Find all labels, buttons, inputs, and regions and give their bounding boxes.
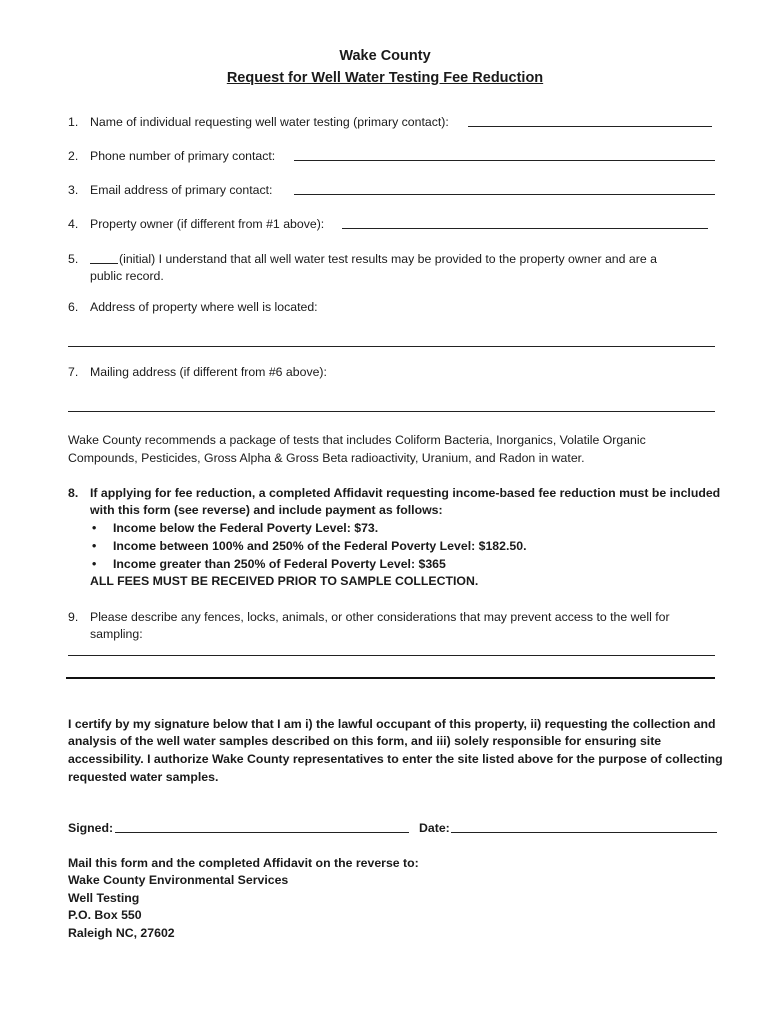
q3-number: 3. [68, 183, 79, 197]
mail-line2: Well Testing [68, 891, 140, 905]
q9-input-line[interactable] [68, 655, 715, 656]
q5-text-line1: (initial) I understand that all well water test results may be provided to the property owner and are a [119, 252, 657, 266]
q9-line1: Please describe any fences, locks, animals, or other considerations that may prevent access to the well for [90, 610, 670, 624]
q1-label: Name of individual requesting well water testing (primary contact): [90, 115, 449, 129]
mail-line1: Wake County Environmental Services [68, 873, 289, 887]
q4-number: 4. [68, 217, 79, 231]
fees-line1: If applying for fee reduction, a completed Affidavit requesting income-based fee reduction must be included [90, 486, 721, 500]
fee-bullet-1: Income below the Federal Poverty Level: $73. [113, 521, 379, 535]
q1-input-line[interactable] [468, 126, 712, 127]
q2-input-line[interactable] [294, 160, 715, 161]
mail-line3: P.O. Box 550 [68, 908, 142, 922]
q9-line2: sampling: [90, 627, 143, 641]
q9-number: 9. [68, 610, 79, 624]
section-divider [66, 677, 715, 679]
county-heading: Wake County [339, 48, 431, 64]
q8-number: 8. [68, 486, 79, 500]
q5-number: 5. [68, 252, 79, 266]
fee-bullet-3: Income greater than 250% of Federal Poverty Level: $365 [113, 557, 446, 571]
q2-label: Phone number of primary contact: [90, 149, 276, 163]
fees-notice: ALL FEES MUST BE RECEIVED PRIOR TO SAMPLE COLLECTION. [90, 574, 479, 588]
q3-label: Email address of primary contact: [90, 183, 273, 197]
q3-input-line[interactable] [294, 194, 715, 195]
bullet-icon: • [92, 521, 97, 535]
date-input-line[interactable] [451, 832, 717, 833]
recommend-line1: Wake County recommends a package of tests that includes Coliform Bacteria, Inorganics, Volatile Organic [68, 433, 646, 447]
q7-label: Mailing address (if different from #6 above): [90, 365, 327, 379]
fee-bullet-2: Income between 100% and 250% of the Federal Poverty Level: $182.50. [113, 539, 527, 553]
mail-intro: Mail this form and the completed Affidavit on the reverse to: [68, 856, 419, 870]
q6-input-line[interactable] [68, 346, 715, 347]
q1-number: 1. [68, 115, 79, 129]
q2-number: 2. [68, 149, 79, 163]
q6-label: Address of property where well is located: [90, 300, 318, 314]
certify-line1: I certify by my signature below that I am i) the lawful occupant of this property, ii) requesting the collection and [68, 717, 716, 731]
date-label: Date: [419, 821, 450, 835]
page-title: Request for Well Water Testing Fee Reduction [226, 70, 544, 86]
signed-label: Signed: [68, 821, 114, 835]
q5-initial-line[interactable] [90, 263, 118, 264]
certify-line3: accessibility. I authorize Wake County representatives to enter the site listed above for the purpose of collecting [68, 752, 723, 766]
mail-line4: Raleigh NC, 27602 [68, 926, 175, 940]
q6-number: 6. [68, 300, 79, 314]
bullet-icon: • [92, 557, 97, 571]
q4-input-line[interactable] [342, 228, 708, 229]
bullet-icon: • [92, 539, 97, 553]
signature-input-line[interactable] [115, 832, 409, 833]
q5-text-line2: public record. [90, 269, 164, 283]
certify-line4: requested water samples. [68, 770, 219, 784]
q4-label: Property owner (if different from #1 above): [90, 217, 325, 231]
fees-line2: with this form (see reverse) and include payment as follows: [90, 503, 443, 517]
q7-input-line[interactable] [68, 411, 715, 412]
certify-line2: analysis of the well water samples described on this form, and iii) solely responsible for ensuring site [68, 734, 662, 748]
q7-number: 7. [68, 365, 79, 379]
recommend-line2: Compounds, Pesticides, Gross Alpha & Gross Beta radioactivity, Uranium, and Radon in water. [68, 451, 585, 465]
